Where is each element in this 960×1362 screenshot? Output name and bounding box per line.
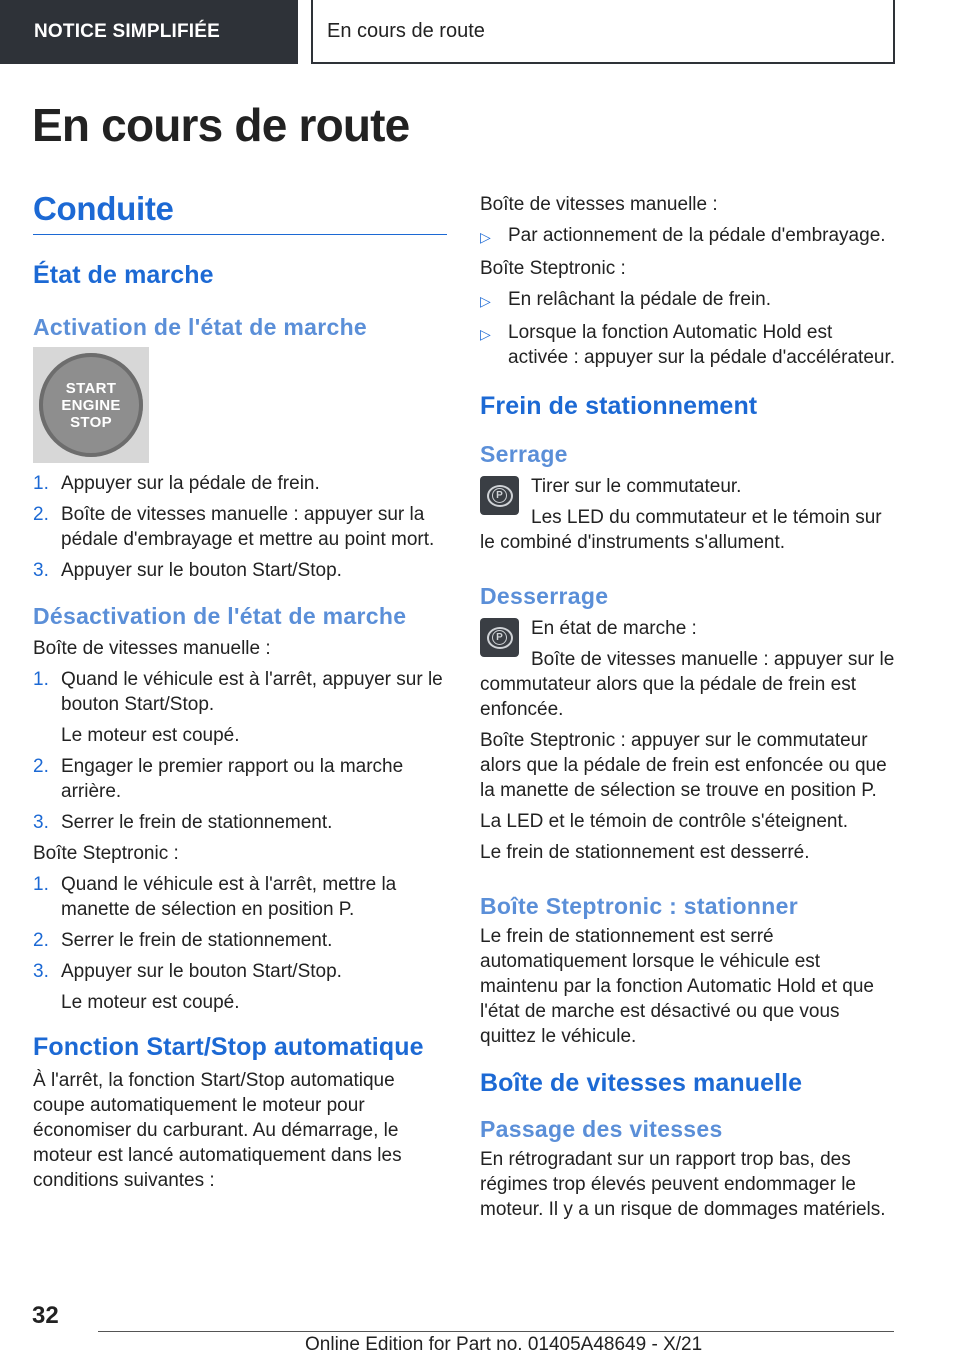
step-number: 2. (33, 504, 49, 525)
step-number: 1. (33, 473, 49, 494)
heading-etat-de-marche: État de marche (33, 261, 214, 289)
steptronic-bullets (480, 287, 896, 370)
bullet-text: Par actionnement de la pédale d'embrayage. (508, 225, 886, 246)
start-button-line-2: ENGINE (61, 396, 121, 414)
list-item (33, 471, 447, 496)
list-item (480, 320, 896, 370)
heading-activation: Activation de l'état de marche (33, 314, 368, 340)
heading-passage-vitesses: Passage des vitesses (480, 1116, 723, 1142)
step-text: Quand le véhicule est à l'arrêt, mettre la manette de sélection en position P. (61, 874, 397, 920)
triangle-bullet-icon: ▷ (480, 293, 491, 309)
heading-frein-stationnement: Frein de stationnement (480, 392, 758, 420)
chapter-tab (311, 0, 895, 64)
list-item (480, 287, 896, 314)
heading-desserrage: Desserrage (480, 583, 609, 609)
start-engine-stop-image (33, 347, 149, 463)
activation-steps (33, 471, 447, 583)
desserrage-steptronic: Boîte Steptronic : appuyer sur le commutateur alors que la pédale de frein est enfoncée ou que la manette de sélection se trouve en position P. (480, 730, 887, 801)
step-text: Appuyer sur le bouton Start/Stop. (61, 961, 342, 982)
heading-boite-manuelle: Boîte de vitesses manuelle (480, 1069, 803, 1097)
serrage-instruction: Tirer sur le commutateur. (531, 476, 742, 497)
desserrage-result: Le frein de stationnement est desserré. (480, 842, 810, 863)
list-item (33, 810, 447, 835)
list-item (480, 223, 896, 250)
step-number: 1. (33, 669, 49, 690)
list-item (33, 959, 447, 1015)
footer-divider (98, 1331, 894, 1332)
step-text: Appuyer sur le bouton Start/Stop. (61, 560, 342, 581)
manual-label: Boîte de vitesses manuelle : (33, 638, 271, 659)
heading-start-stop-auto: Fonction Start/Stop automatique (33, 1033, 424, 1061)
chapter-label: En cours de route (327, 19, 485, 42)
heading-steptronic-stationner: Boîte Steptronic : stationner (480, 893, 798, 919)
step-text: Serrer le frein de stationnement. (61, 930, 333, 951)
list-item (33, 754, 447, 804)
list-item (33, 928, 447, 953)
heading-desactivation: Désactivation de l'état de marche (33, 603, 407, 629)
steptronic-label: Boîte Steptronic : (480, 258, 626, 279)
list-item (33, 872, 447, 922)
desserrage-manual: Boîte de vitesses manuelle : appuyer sur le commutateur alors que la pédale de frein est enfoncée. (480, 649, 895, 720)
deactivation-steptronic-steps (33, 872, 447, 1015)
desserrage-led: La LED et le témoin de contrôle s'éteignent. (480, 811, 849, 832)
manual-label: Boîte de vitesses manuelle : (480, 194, 718, 215)
bullet-text: En relâchant la pédale de frein. (508, 289, 772, 310)
parking-brake-icon: P (480, 476, 519, 515)
step-text: Engager le premier rapport ou la marche arrière. (61, 756, 404, 802)
serrage-result: Les LED du commutateur et le témoin sur le combiné d'instruments s'allument. (480, 507, 882, 553)
list-item (33, 667, 447, 748)
list-item (33, 502, 447, 552)
start-stop-paragraph: À l'arrêt, la fonction Start/Stop automatique coupe automatiquement le moteur pour économiser du carburant. Au démarrage, le moteur est lancé automatiquement dans les conditions suivantes : (33, 1070, 402, 1191)
step-number: 3. (33, 812, 49, 833)
passage-paragraph: En rétrogradant sur un rapport trop bas, des régimes trop élevés peuvent endommager le moteur. Il y a un risque de dommages matériels. (480, 1149, 886, 1220)
desserrage-condition: En état de marche : (531, 618, 697, 639)
desserrage-block (480, 616, 896, 865)
list-item (33, 558, 447, 583)
step-number: 2. (33, 756, 49, 777)
step-note: Le moteur est coupé. (61, 725, 240, 746)
manual-bullets (480, 223, 896, 250)
step-text: Appuyer sur la pédale de frein. (61, 473, 320, 494)
step-number: 1. (33, 874, 49, 895)
right-column (480, 192, 896, 1222)
start-button-line-1: START (65, 379, 117, 397)
heading-conduite: Conduite (33, 190, 447, 235)
page-title: En cours de route (32, 99, 410, 151)
step-note: Le moteur est coupé. (61, 992, 240, 1013)
serrage-block (480, 474, 896, 555)
header-bar (0, 0, 960, 66)
section-label: NOTICE SIMPLIFIÉE (34, 21, 221, 42)
step-number: 3. (33, 560, 49, 581)
triangle-bullet-icon: ▷ (480, 326, 491, 342)
bullet-text: Lorsque la fonction Automatic Hold est activée : appuyer sur la pédale d'accélérateur. (508, 322, 896, 368)
start-button-icon (39, 353, 143, 457)
start-button-line-3: STOP (70, 413, 112, 431)
triangle-bullet-icon: ▷ (480, 229, 491, 245)
heading-serrage: Serrage (480, 441, 568, 467)
step-text: Boîte de vitesses manuelle : appuyer sur la pédale d'embrayage et mettre au point mort. (61, 504, 435, 550)
step-text: Quand le véhicule est à l'arrêt, appuyer sur le bouton Start/Stop. (61, 669, 443, 715)
section-tab (0, 0, 298, 64)
left-column (33, 190, 447, 1193)
parking-brake-icon: P (480, 618, 519, 657)
step-number: 3. (33, 961, 49, 982)
deactivation-manual-steps (33, 667, 447, 835)
step-text: Serrer le frein de stationnement. (61, 812, 333, 833)
steptronic-paragraph: Le frein de stationnement est serré automatiquement lorsque le véhicule est maintenu par la fonction Automatic Hold et que l'état de marche est désactivé ou que vous quittez le véhicule. (480, 926, 874, 1047)
footer-edition: Online Edition for Part no. 01405A48649 - X/21 (305, 1334, 703, 1355)
step-number: 2. (33, 930, 49, 951)
page-number: 32 (32, 1302, 59, 1329)
steptronic-label: Boîte Steptronic : (33, 843, 179, 864)
